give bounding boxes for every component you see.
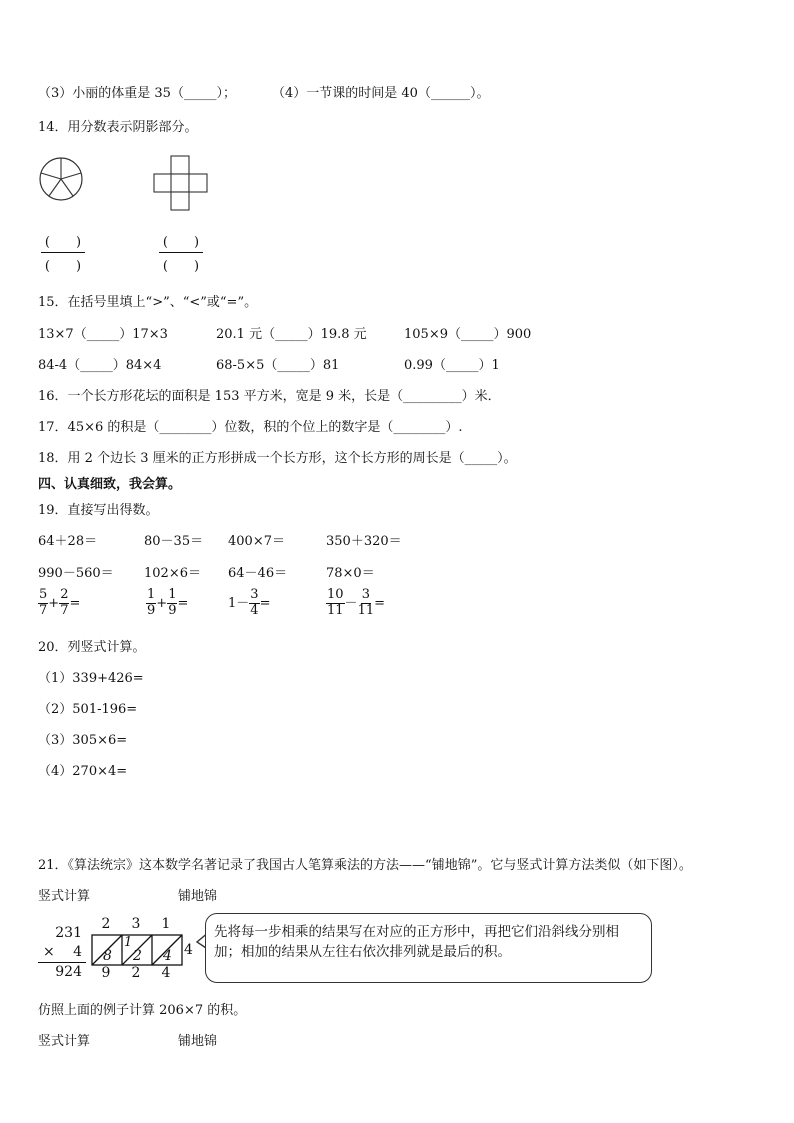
q17: 17．45×6 的积是（________）位数，积的个位上的数字是（________）. — [38, 420, 463, 435]
vertical-divider — [38, 962, 86, 963]
q19-r2-c2: 102×6＝ — [144, 566, 201, 581]
q19-r1-c1: 64＋28＝ — [38, 534, 98, 549]
q19-r1-c4: 350＋320＝ — [326, 534, 402, 549]
numerator: 10 — [327, 587, 344, 602]
fraction-denominator-blank: ( ) — [162, 259, 200, 274]
vertical-multiplier: 4 — [73, 944, 82, 960]
q21-title: 21．《算法统宗》这本数学名著记录了我国古人笔算乘法的方法——“铺地锦”。它与竖式计算方法类似（如下图）。 — [38, 858, 692, 873]
label-vertical: 竖式计算 — [38, 889, 91, 904]
circle-figure — [38, 156, 86, 204]
q15-r1-c3: 105×9（_____）900 — [404, 327, 532, 342]
vertical-top-number: 231 — [55, 925, 82, 941]
q15-r2-c2: 68-5×5（_____）81 — [216, 358, 340, 373]
lattice-cell-lower: 2 — [133, 948, 142, 964]
q19-fraction-expr-3 — [228, 588, 270, 619]
operator: + — [48, 595, 60, 611]
q19-r2-c4: 78×0＝ — [326, 566, 375, 581]
q19-r1-c2: 80－35＝ — [144, 534, 204, 549]
equals: = — [69, 595, 81, 611]
denominator: 7 — [60, 602, 69, 618]
section-heading: 四、认真细致，我会算。 — [38, 477, 182, 492]
lattice-bottom-digit: 4 — [161, 965, 171, 981]
q20-item-4: （4）270×4= — [38, 764, 128, 779]
q15-title: 15．在括号里填上“>”、“<”或“=”。 — [38, 295, 258, 310]
fraction-answer-1[interactable] — [38, 231, 88, 274]
equals: = — [177, 595, 189, 611]
q13-item3: （3）小丽的体重是 35（_____）； — [38, 86, 236, 101]
explanation-text: 先将每一步相乘的结果写在对应的正方形中，再把它们沿斜线分别相加；相加的结果从左往右依次排列就是最后的积。 — [214, 924, 619, 960]
q15-r1-c2: 20.1 元（_____）19.8 元 — [216, 327, 367, 342]
fraction-bar — [159, 252, 203, 253]
operator: － — [344, 595, 358, 611]
q19-r2-c1: 990－560＝ — [38, 566, 114, 581]
denominator: 4 — [250, 602, 259, 618]
q20-title: 20．列竖式计算。 — [38, 640, 146, 655]
times-sign: × — [43, 944, 55, 960]
q18: 18．用 2 个边长 3 厘米的正方形拼成一个长方形，这个长方形的周长是（_____）。 — [38, 451, 517, 466]
q14-title: 14．用分数表示阴影部分。 — [38, 120, 198, 135]
label-vertical-2: 竖式计算 — [38, 1034, 91, 1049]
lattice-cell-lower: 8 — [103, 948, 112, 964]
q20-item-2: （2）501-196= — [38, 702, 138, 717]
q20-item-1: （1）339+426= — [38, 671, 144, 686]
denominator: 9 — [168, 602, 177, 618]
numerator: 1 — [168, 587, 177, 602]
denominator: 11 — [357, 602, 375, 618]
lattice-top-digit: 1 — [161, 916, 171, 932]
vertical-result: 924 — [55, 964, 82, 980]
lattice-top-digit: 3 — [131, 916, 141, 932]
equals: = — [374, 595, 386, 611]
lattice-cell-upper: 1 — [124, 935, 133, 950]
explanation-bubble — [205, 913, 652, 983]
q19-title: 19．直接写出得数。 — [38, 503, 159, 518]
q19-r2-c3: 64－46＝ — [228, 566, 288, 581]
numerator: 2 — [60, 587, 69, 602]
q15-r2-c3: 0.99（_____）1 — [404, 358, 500, 373]
cross-figure — [153, 155, 209, 211]
q19-fraction-expr-4 — [326, 588, 385, 619]
q15-r1-c1: 13×7（_____）17×3 — [38, 327, 168, 342]
lattice-top-digit: 2 — [101, 916, 111, 932]
lattice-bottom-digit: 9 — [101, 965, 111, 981]
denominator: 7 — [39, 602, 48, 618]
fraction-answer-2[interactable] — [156, 231, 206, 274]
numerator: 3 — [250, 587, 259, 602]
q13-item4: （4）一节课的时间是 40（______）。 — [272, 86, 490, 101]
fraction-bar — [41, 252, 85, 253]
denominator: 11 — [327, 602, 344, 618]
q19-fraction-expr-2 — [146, 588, 188, 619]
q16: 16．一个长方形花坛的面积是 153 平方米，宽是 9 米，长是（_________）米． — [38, 389, 501, 404]
lead-term: 1－ — [228, 595, 250, 611]
lattice-side-digit: 4 — [184, 942, 193, 958]
label-lattice-2: 铺地锦 — [178, 1034, 218, 1049]
q15-r2-c1: 84-4（_____）84×4 — [38, 358, 162, 373]
operator: + — [156, 595, 168, 611]
equals: = — [259, 595, 271, 611]
label-lattice: 铺地锦 — [178, 889, 218, 904]
numerator: 5 — [39, 587, 48, 602]
q21-prompt: 仿照上面的例子计算 206×7 的积。 — [38, 1003, 247, 1018]
q20-item-3: （3）305×6= — [38, 733, 128, 748]
denominator: 9 — [147, 602, 156, 618]
fraction-numerator-blank: ( ) — [44, 235, 82, 250]
fraction-denominator-blank: ( ) — [44, 259, 82, 274]
lattice-bottom-digit: 2 — [131, 965, 141, 981]
numerator: 1 — [147, 587, 156, 602]
fraction-numerator-blank: ( ) — [162, 235, 200, 250]
q19-r1-c3: 400×7＝ — [228, 534, 285, 549]
q19-fraction-expr-1 — [38, 588, 80, 619]
lattice-cell-lower: 4 — [163, 948, 172, 964]
numerator: 3 — [361, 587, 370, 602]
